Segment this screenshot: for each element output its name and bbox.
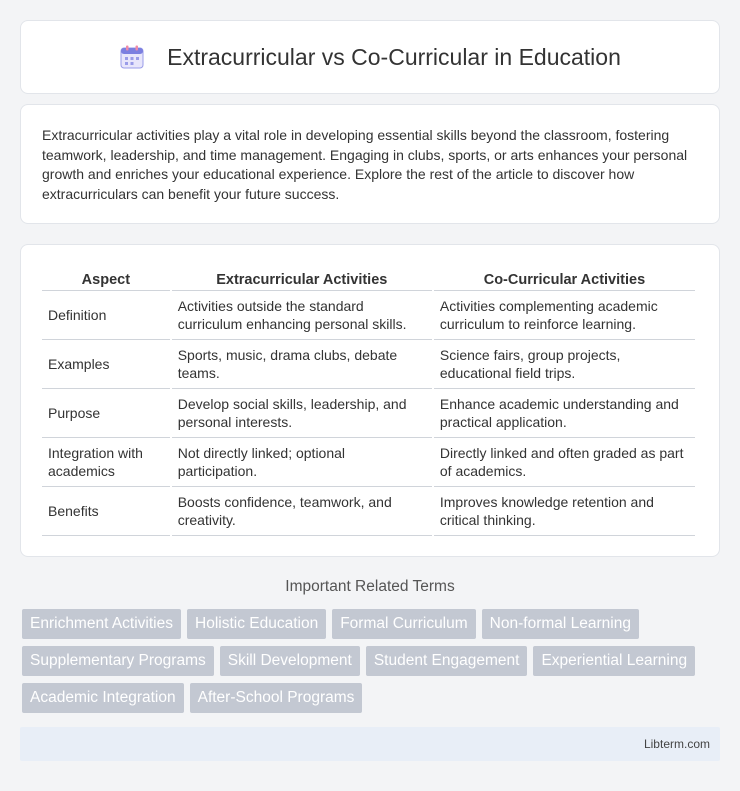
table-cell-co-curricular: Enhance academic understanding and practical application. xyxy=(434,389,695,438)
table-cell-extracurricular: Activities outside the standard curriculum enhancing personal skills. xyxy=(172,291,432,340)
tag-non-formal-learning[interactable]: Non-formal Learning xyxy=(482,609,639,639)
tag-formal-curriculum[interactable]: Formal Curriculum xyxy=(332,609,475,639)
table-row xyxy=(42,438,695,487)
tag-academic-integration[interactable]: Academic Integration xyxy=(22,683,184,713)
table-cell-extracurricular: Sports, music, drama clubs, debate teams. xyxy=(172,340,432,389)
table-cell-aspect: Purpose xyxy=(42,389,170,438)
table-cell-co-curricular: Science fairs, group projects, educational field trips. xyxy=(434,340,695,389)
column-header-extracurricular: Extracurricular Activities xyxy=(172,265,432,291)
related-terms-title: Important Related Terms xyxy=(285,578,455,595)
tag-experiential-learning[interactable]: Experiential Learning xyxy=(533,646,695,676)
table-cell-extracurricular: Boosts confidence, teamwork, and creativity. xyxy=(172,487,432,536)
table-row xyxy=(42,291,695,340)
tag-student-engagement[interactable]: Student Engagement xyxy=(366,646,528,676)
tag-after-school-programs[interactable]: After-School Programs xyxy=(190,683,363,713)
table-cell-co-curricular: Improves knowledge retention and critical thinking. xyxy=(434,487,695,536)
footer xyxy=(20,727,720,761)
page-title: Extracurricular vs Co-Curricular in Education xyxy=(167,43,621,70)
calendar-icon xyxy=(119,44,145,70)
column-header-co-curricular: Co-Curricular Activities xyxy=(434,265,695,291)
tag-supplementary-programs[interactable]: Supplementary Programs xyxy=(22,646,214,676)
table-row xyxy=(42,389,695,438)
intro-text: Extracurricular activities play a vital role in developing essential skills beyond the classroom, fostering teamwork, leadership, and time management. Engaging in clubs, sports, or arts enhances your personal growth and enriches your educational experience. Explore the rest of the article to discover how extracurriculars can benefit your future success. xyxy=(42,127,688,202)
table-cell-extracurricular: Not directly linked; optional participation. xyxy=(172,438,432,487)
comparison-table xyxy=(40,265,697,536)
table-cell-aspect: Examples xyxy=(42,340,170,389)
table-cell-extracurricular: Develop social skills, leadership, and personal interests. xyxy=(172,389,432,438)
footer-brand-link[interactable]: Libterm.com xyxy=(643,737,710,751)
table-row xyxy=(42,487,695,536)
table-cell-co-curricular: Directly linked and often graded as part of academics. xyxy=(434,438,695,487)
tag-skill-development[interactable]: Skill Development xyxy=(220,646,360,676)
column-header-aspect: Aspect xyxy=(42,265,170,291)
table-cell-aspect: Integration with academics xyxy=(42,438,170,487)
table-cell-aspect: Benefits xyxy=(42,487,170,536)
related-terms-list xyxy=(22,609,722,720)
intro-card xyxy=(20,104,720,224)
table-cell-co-curricular: Activities complementing academic curriculum to reinforce learning. xyxy=(434,291,695,340)
tag-enrichment-activities[interactable]: Enrichment Activities xyxy=(22,609,181,639)
tag-holistic-education[interactable]: Holistic Education xyxy=(187,609,326,639)
header-card xyxy=(20,20,720,94)
table-cell-aspect: Definition xyxy=(42,291,170,340)
comparison-table-card xyxy=(20,244,720,557)
table-header-row xyxy=(42,265,695,291)
table-row xyxy=(42,340,695,389)
